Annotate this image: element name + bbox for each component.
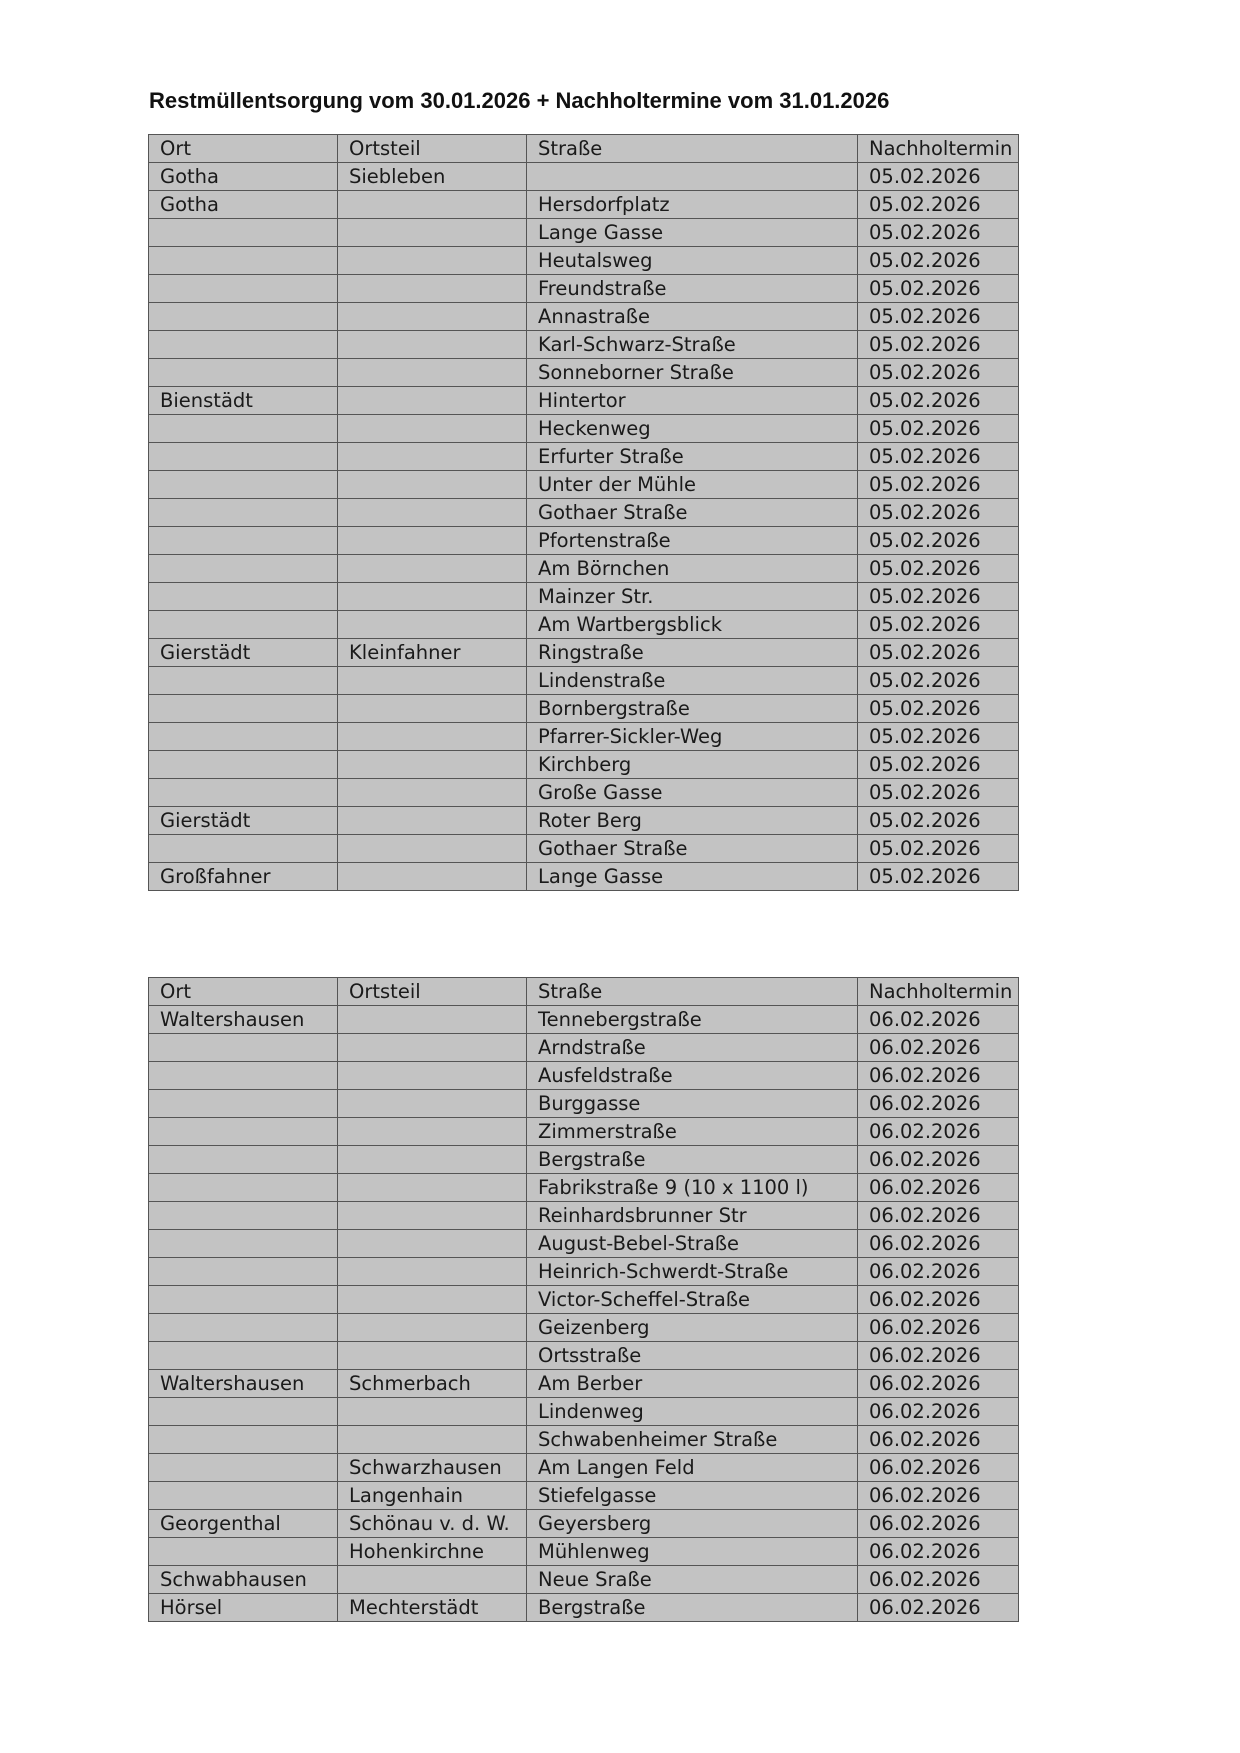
strasse-cell: Bergstraße [527,1146,858,1174]
table-row [149,1006,1019,1034]
table-row [149,555,1019,583]
ort-cell [149,443,338,471]
nachholtermin-cell: 05.02.2026 [858,555,1019,583]
strasse-cell: Pfarrer-Sickler-Weg [527,723,858,751]
ortsteil-cell [338,527,527,555]
ort-cell: Gierstädt [149,639,338,667]
ortsteil-cell [338,779,527,807]
nachholtermin-cell: 05.02.2026 [858,359,1019,387]
nachholtermin-cell: 06.02.2026 [858,1230,1019,1258]
ort-cell: Hörsel [149,1594,338,1622]
strasse-cell: Kirchberg [527,751,858,779]
ort-cell [149,723,338,751]
strasse-cell: Lindenweg [527,1398,858,1426]
ortsteil-cell: Mechterstädt [338,1594,527,1622]
table-row [149,443,1019,471]
ortsteil-cell [338,415,527,443]
table-row [149,163,1019,191]
column-header: Ort [149,135,338,163]
ortsteil-cell: Siebleben [338,163,527,191]
nachholtermin-cell: 05.02.2026 [858,751,1019,779]
nachholtermin-cell: 05.02.2026 [858,303,1019,331]
ortsteil-cell [338,835,527,863]
ortsteil-cell [338,219,527,247]
ortsteil-cell [338,1090,527,1118]
strasse-cell: Zimmerstraße [527,1118,858,1146]
nachholtermin-cell: 06.02.2026 [858,1258,1019,1286]
nachholtermin-cell: 06.02.2026 [858,1426,1019,1454]
strasse-cell: Ringstraße [527,639,858,667]
ort-cell [149,471,338,499]
ort-cell: Waltershausen [149,1006,338,1034]
ortsteil-cell [338,555,527,583]
column-header: Ort [149,978,338,1006]
strasse-cell: Gothaer Straße [527,835,858,863]
table-row [149,1538,1019,1566]
strasse-cell: Bergstraße [527,1594,858,1622]
page-title: Restmüllentsorgung vom 30.01.2026 + Nachholtermine vom 31.01.2026 [149,88,890,113]
strasse-cell: Lange Gasse [527,219,858,247]
table-row [149,1454,1019,1482]
ort-cell [149,1202,338,1230]
table-row [149,1230,1019,1258]
ort-cell [149,695,338,723]
table-row [149,1398,1019,1426]
strasse-cell: Am Berber [527,1370,858,1398]
table-row [149,387,1019,415]
ortsteil-cell: Schwarzhausen [338,1454,527,1482]
table-row [149,1034,1019,1062]
ort-cell [149,835,338,863]
nachholtermin-cell: 05.02.2026 [858,527,1019,555]
ort-cell [149,1314,338,1342]
strasse-cell: Burggasse [527,1090,858,1118]
ort-cell [149,1398,338,1426]
ort-cell [149,1342,338,1370]
ortsteil-cell [338,247,527,275]
strasse-cell: Roter Berg [527,807,858,835]
nachholtermin-cell: 06.02.2026 [858,1342,1019,1370]
nachholtermin-cell: 06.02.2026 [858,1314,1019,1342]
strasse-cell: Große Gasse [527,779,858,807]
nachholtermin-cell: 05.02.2026 [858,695,1019,723]
table-row [149,1370,1019,1398]
nachholtermin-cell: 06.02.2026 [858,1454,1019,1482]
strasse-cell: Heinrich-Schwerdt-Straße [527,1258,858,1286]
strasse-cell: Sonneborner Straße [527,359,858,387]
ortsteil-cell [338,751,527,779]
table-row [149,499,1019,527]
strasse-cell: Pfortenstraße [527,527,858,555]
table-row [149,1146,1019,1174]
ort-cell [149,331,338,359]
nachholtermin-cell: 06.02.2026 [858,1594,1019,1622]
nachholtermin-cell: 05.02.2026 [858,471,1019,499]
ortsteil-cell [338,583,527,611]
ortsteil-cell [338,807,527,835]
strasse-cell: Heutalsweg [527,247,858,275]
strasse-cell: Stiefelgasse [527,1482,858,1510]
nachholtermin-cell: 05.02.2026 [858,667,1019,695]
ortsteil-cell [338,1146,527,1174]
table-row [149,191,1019,219]
strasse-cell: Am Börnchen [527,555,858,583]
table-row [149,835,1019,863]
strasse-cell: Mainzer Str. [527,583,858,611]
ort-cell [149,1482,338,1510]
table-row [149,471,1019,499]
table-row [149,1510,1019,1538]
strasse-cell: Ortsstraße [527,1342,858,1370]
table-row [149,331,1019,359]
ortsteil-cell [338,723,527,751]
ortsteil-cell [338,1230,527,1258]
ortsteil-cell [338,695,527,723]
table-row [149,1426,1019,1454]
nachholtermin-cell: 05.02.2026 [858,499,1019,527]
nachholtermin-cell: 05.02.2026 [858,247,1019,275]
ortsteil-cell [338,1314,527,1342]
ortsteil-cell [338,1566,527,1594]
column-header: Straße [527,135,858,163]
ortsteil-cell: Hohenkirchne [338,1538,527,1566]
ort-cell [149,1118,338,1146]
table-row [149,219,1019,247]
strasse-cell: Neue Sraße [527,1566,858,1594]
ort-cell [149,1090,338,1118]
column-header: Ortsteil [338,135,527,163]
ortsteil-cell: Schmerbach [338,1370,527,1398]
table-row [149,1566,1019,1594]
table-row [149,1118,1019,1146]
nachholtermin-cell: 06.02.2026 [858,1118,1019,1146]
table-row [149,527,1019,555]
ort-cell [149,415,338,443]
nachholtermin-cell: 06.02.2026 [858,1174,1019,1202]
nachholtermin-cell: 05.02.2026 [858,807,1019,835]
ort-cell [149,1258,338,1286]
nachholtermin-cell: 06.02.2026 [858,1286,1019,1314]
ortsteil-cell [338,359,527,387]
ort-cell: Großfahner [149,863,338,891]
nachholtermin-cell: 06.02.2026 [858,1538,1019,1566]
nachholtermin-cell: 05.02.2026 [858,583,1019,611]
column-header: Nachholtermin [858,978,1019,1006]
ort-cell [149,1538,338,1566]
table-row [149,303,1019,331]
ortsteil-cell [338,1034,527,1062]
ortsteil-cell: Kleinfahner [338,639,527,667]
strasse-cell: Gothaer Straße [527,499,858,527]
strasse-cell: Reinhardsbrunner Str [527,1202,858,1230]
nachholtermin-cell: 05.02.2026 [858,219,1019,247]
ortsteil-cell [338,1426,527,1454]
ortsteil-cell [338,1342,527,1370]
strasse-cell: Hintertor [527,387,858,415]
nachholtermin-cell: 05.02.2026 [858,387,1019,415]
strasse-cell: Victor-Scheffel-Straße [527,1286,858,1314]
ort-cell [149,779,338,807]
nachholtermin-cell: 05.02.2026 [858,639,1019,667]
nachholtermin-cell: 06.02.2026 [858,1510,1019,1538]
ort-cell [149,555,338,583]
ortsteil-cell [338,1006,527,1034]
table-row [149,1286,1019,1314]
nachholtermin-cell: 05.02.2026 [858,723,1019,751]
ort-cell [149,1426,338,1454]
ortsteil-cell [338,1398,527,1426]
ortsteil-cell [338,275,527,303]
nachholtermin-cell: 05.02.2026 [858,863,1019,891]
nachholtermin-cell: 06.02.2026 [858,1482,1019,1510]
ortsteil-cell [338,387,527,415]
table-row [149,1258,1019,1286]
table-row [149,359,1019,387]
table-row [149,639,1019,667]
pickup-table-1 [148,134,1019,891]
table-header-row [149,978,1019,1006]
nachholtermin-cell: 06.02.2026 [858,1062,1019,1090]
table-row [149,275,1019,303]
table-row [149,807,1019,835]
column-header: Nachholtermin [858,135,1019,163]
strasse-cell: Am Langen Feld [527,1454,858,1482]
table-row [149,779,1019,807]
ort-cell [149,303,338,331]
table-row [149,667,1019,695]
strasse-cell: August-Bebel-Straße [527,1230,858,1258]
ort-cell [149,1454,338,1482]
pickup-table-2 [148,977,1019,1622]
table-row [149,1342,1019,1370]
ortsteil-cell [338,303,527,331]
table-row [149,723,1019,751]
ortsteil-cell: Langenhain [338,1482,527,1510]
ort-cell [149,359,338,387]
strasse-cell: Lange Gasse [527,863,858,891]
ort-cell: Georgenthal [149,1510,338,1538]
ortsteil-cell [338,1062,527,1090]
ortsteil-cell [338,471,527,499]
ort-cell: Gierstädt [149,807,338,835]
ort-cell: Schwabhausen [149,1566,338,1594]
ortsteil-cell [338,1118,527,1146]
strasse-cell [527,163,858,191]
strasse-cell: Bornbergstraße [527,695,858,723]
ort-cell [149,751,338,779]
nachholtermin-cell: 05.02.2026 [858,415,1019,443]
ort-cell: Gotha [149,163,338,191]
table-row [149,863,1019,891]
table-row [149,1202,1019,1230]
ortsteil-cell [338,611,527,639]
table-row [149,1314,1019,1342]
strasse-cell: Unter der Mühle [527,471,858,499]
nachholtermin-cell: 06.02.2026 [858,1398,1019,1426]
ort-cell: Bienstädt [149,387,338,415]
ort-cell [149,667,338,695]
ortsteil-cell [338,331,527,359]
ortsteil-cell [338,191,527,219]
ortsteil-cell [338,499,527,527]
ort-cell [149,499,338,527]
ort-cell: Waltershausen [149,1370,338,1398]
strasse-cell: Ausfeldstraße [527,1062,858,1090]
strasse-cell: Schwabenheimer Straße [527,1426,858,1454]
strasse-cell: Lindenstraße [527,667,858,695]
strasse-cell: Hersdorfplatz [527,191,858,219]
ortsteil-cell: Schönau v. d. W. [338,1510,527,1538]
ortsteil-cell [338,863,527,891]
ortsteil-cell [338,443,527,471]
nachholtermin-cell: 05.02.2026 [858,331,1019,359]
ort-cell [149,1230,338,1258]
table-row [149,1174,1019,1202]
nachholtermin-cell: 06.02.2026 [858,1370,1019,1398]
strasse-cell: Geyersberg [527,1510,858,1538]
column-header: Ortsteil [338,978,527,1006]
table-row [149,1482,1019,1510]
strasse-cell: Am Wartbergsblick [527,611,858,639]
ort-cell [149,583,338,611]
nachholtermin-cell: 06.02.2026 [858,1146,1019,1174]
ort-cell: Gotha [149,191,338,219]
strasse-cell: Freundstraße [527,275,858,303]
table-header-row [149,135,1019,163]
nachholtermin-cell: 06.02.2026 [858,1202,1019,1230]
strasse-cell: Mühlenweg [527,1538,858,1566]
table-row [149,611,1019,639]
table-row [149,1090,1019,1118]
nachholtermin-cell: 05.02.2026 [858,835,1019,863]
strasse-cell: Karl-Schwarz-Straße [527,331,858,359]
table-row [149,583,1019,611]
nachholtermin-cell: 05.02.2026 [858,779,1019,807]
column-header: Straße [527,978,858,1006]
table-row [149,1062,1019,1090]
ort-cell [149,219,338,247]
strasse-cell: Geizenberg [527,1314,858,1342]
ort-cell [149,1034,338,1062]
strasse-cell: Arndstraße [527,1034,858,1062]
nachholtermin-cell: 05.02.2026 [858,163,1019,191]
nachholtermin-cell: 06.02.2026 [858,1566,1019,1594]
ort-cell [149,1146,338,1174]
nachholtermin-cell: 05.02.2026 [858,275,1019,303]
nachholtermin-cell: 05.02.2026 [858,191,1019,219]
nachholtermin-cell: 06.02.2026 [858,1006,1019,1034]
ortsteil-cell [338,1202,527,1230]
ortsteil-cell [338,1174,527,1202]
table-row [149,415,1019,443]
strasse-cell: Tennebergstraße [527,1006,858,1034]
nachholtermin-cell: 05.02.2026 [858,611,1019,639]
table-row [149,695,1019,723]
nachholtermin-cell: 05.02.2026 [858,443,1019,471]
strasse-cell: Annastraße [527,303,858,331]
ort-cell [149,1286,338,1314]
ortsteil-cell [338,1286,527,1314]
ort-cell [149,527,338,555]
ort-cell [149,275,338,303]
ort-cell [149,1062,338,1090]
ortsteil-cell [338,667,527,695]
ortsteil-cell [338,1258,527,1286]
ort-cell [149,611,338,639]
table-row [149,247,1019,275]
table-row [149,1594,1019,1622]
ort-cell [149,1174,338,1202]
strasse-cell: Fabrikstraße 9 (10 x 1100 l) [527,1174,858,1202]
nachholtermin-cell: 06.02.2026 [858,1090,1019,1118]
nachholtermin-cell: 06.02.2026 [858,1034,1019,1062]
strasse-cell: Erfurter Straße [527,443,858,471]
ort-cell [149,247,338,275]
table-row [149,751,1019,779]
strasse-cell: Heckenweg [527,415,858,443]
